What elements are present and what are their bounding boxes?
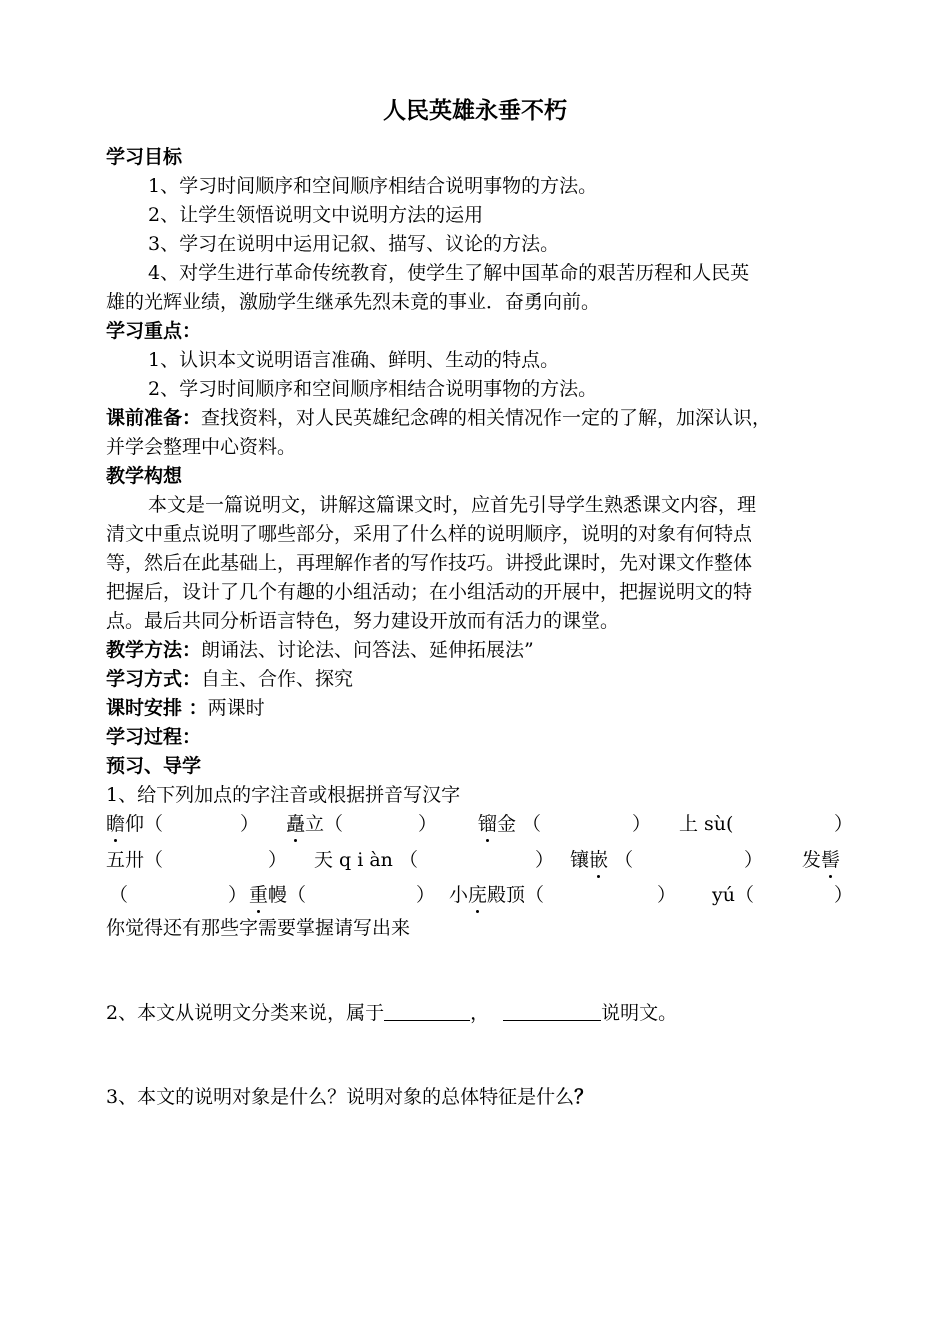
style-heading: 学习方式： [106,668,202,690]
q1-item: yú（ [712,884,754,906]
q1-item: （ [109,884,129,906]
q1-item: 发髻 [802,846,840,875]
q1-close-paren: ） [657,884,677,906]
q1-close-paren: ） [744,849,764,871]
goal-item: 2、让学生领悟说明文中说明方法的运用 [148,204,484,226]
q1-close-paren: ） [228,884,248,906]
q1-prompt: 1、给下列加点的字注音或根据拼音写汉字 [106,784,461,806]
q3-line: 3、本文的说明对象是什么？说明对象的总体特征是什么？ [106,1086,594,1108]
schedule-line [106,694,265,723]
page-title: 人民英雄永垂不朽 [383,98,567,124]
q1-item: 重幔（ [249,881,306,910]
design-paragraph-line: 等，然后在此基础上，再理解作者的写作技巧。讲授此课时，先对课文作整体 [106,552,753,574]
q1-close-paren: ） [240,813,260,835]
dotted-char: 嵌 [589,846,608,875]
answer-blank[interactable] [384,1000,470,1021]
q1-item: 天 q i àn （ [314,849,418,871]
q1-close-paren: ） [418,813,438,835]
q1-item: 小庑殿顶（ [449,881,544,910]
q1-close-paren: ） [632,813,652,835]
q1-item: 上 sù( [679,813,734,835]
prep-heading: 课前准备： [106,407,202,429]
method-line [106,636,534,665]
dotted-char: 庑 [468,881,487,910]
focus-heading: 学习重点： [106,320,202,342]
q2-line: 2、本文从说明文分类来说，属于 ， 说明文。 [106,1002,678,1024]
dotted-char: 瞻 [106,810,125,839]
focus-item: 2、学习时间顺序和空间顺序相结合说明事物的方法。 [148,378,598,400]
q1-item: 五卅（ [106,849,164,871]
dotted-char: 矗 [286,810,305,839]
q1-close-paren: ） [416,884,436,906]
method-text: 朗诵法、讨论法、问答法、延伸拓展法” [201,639,534,661]
design-paragraph-line: 点。最后共同分析语言特色，努力建设开放而有活力的课堂。 [106,610,620,632]
goal-item: 1、学习时间顺序和空间顺序相结合说明事物的方法。 [148,175,598,197]
q1-item: 瞻仰（ [106,810,163,839]
q1-item: 矗立（ [286,810,343,839]
preview-heading: 预习、导学 [106,755,202,777]
design-heading: 教学构想 [106,465,183,487]
style-line [106,665,353,694]
q1-close-paren: ） [535,849,555,871]
q1-item: 镶嵌 （ [570,846,633,875]
q1-note: 你觉得还有那些字需要掌握请写出来 [106,917,411,939]
prep-text: 查找资料，对人民英雄纪念碑的相关情况作一定的了解，加深认识， [201,407,772,429]
method-heading: 教学方法： [106,639,202,661]
focus-item: 1、认识本文说明语言准确、鲜明、生动的特点。 [148,349,560,371]
answer-blank[interactable] [503,1000,601,1021]
dotted-char: 重 [249,881,268,910]
schedule-text: 两课时 [207,697,265,719]
q1-close-paren: ） [268,849,288,871]
process-heading: 学习过程： [106,726,202,748]
prep-line [106,404,771,433]
design-paragraph-line: 本文是一篇说明文，讲解这篇课文时，应首先引导学生熟悉课文内容，理 [148,494,757,516]
design-paragraph-line: 把握后，设计了几个有趣的小组活动；在小组活动的开展中，把握说明文的特 [106,581,753,603]
schedule-heading: 课时安排 ： [106,697,208,719]
dotted-char: 镏 [478,810,497,839]
goal-item-continued: 雄的光辉业绩，激励学生继承先烈未竟的事业．奋勇向前。 [106,291,601,313]
q1-item: 镏金 （ [478,810,541,839]
q1-close-paren: ） [834,884,854,906]
goal-item: 4、对学生进行革命传统教育，使学生了解中国革命的艰苦历程和人民英 [148,262,750,284]
dotted-char: 髻 [821,846,840,875]
design-paragraph-line: 清文中重点说明了哪些部分，采用了什么样的说明顺序，说明的对象有何特点 [106,523,753,545]
q1-close-paren: ） [834,813,854,835]
goals-heading: 学习目标 [106,146,183,168]
style-text: 自主、合作、探究 [201,668,354,690]
prep-text-continued: 并学会整理中心资料。 [106,436,297,458]
goal-item: 3、学习在说明中运用记叙、描写、议论的方法。 [148,233,560,255]
